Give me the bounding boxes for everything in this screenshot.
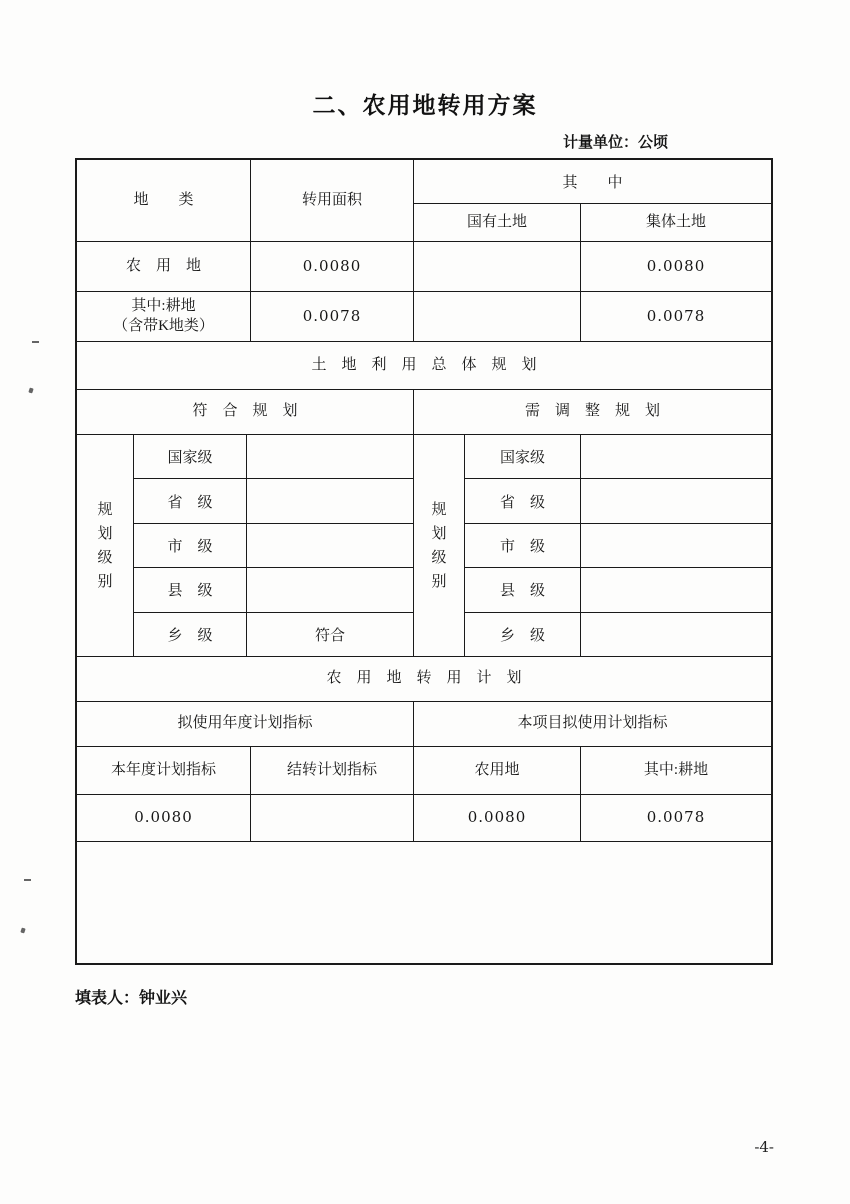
header-state-owned-land: 国有土地	[414, 204, 581, 241]
level-row-provincial	[465, 479, 771, 523]
level-value	[581, 479, 771, 522]
col-header-cultivated-land: 其中:耕地	[643, 761, 709, 778]
level-row-township	[465, 613, 771, 656]
agricultural-land-value: 0.0080	[414, 795, 581, 841]
level-row-county	[465, 568, 771, 612]
level-value	[247, 435, 413, 478]
scan-artifact	[32, 341, 39, 343]
annual-indicator-value: 0.0080	[77, 795, 251, 841]
conversion-area-value: 0.0078	[251, 292, 414, 341]
planning-section-title: 土 地 利 用 总 体 规 划	[311, 356, 537, 373]
planning-level-grid	[77, 435, 771, 657]
level-value	[247, 568, 413, 611]
header-of-which-group	[414, 160, 771, 241]
level-value	[581, 568, 771, 611]
table-row-agricultural-land	[77, 242, 771, 292]
planning-level-label	[77, 435, 134, 656]
conform-planning-grid	[77, 435, 414, 656]
row-label-line2: （含带K地类）	[113, 317, 214, 334]
page-number: -4-	[754, 1138, 774, 1156]
level-row-county	[134, 568, 413, 612]
project-plan-header: 本项目拟使用计划指标	[517, 715, 668, 732]
level-name: 国家级	[465, 435, 581, 478]
level-value	[581, 524, 771, 567]
state-owned-value	[414, 292, 581, 341]
col-header-agricultural-land: 农用地	[414, 747, 581, 794]
scan-artifact	[24, 879, 31, 881]
level-name: 县 级	[465, 568, 581, 611]
row-label	[77, 292, 251, 341]
level-row-national	[134, 435, 413, 479]
level-name: 市 级	[134, 524, 247, 567]
level-value	[581, 613, 771, 656]
level-row-provincial	[134, 479, 413, 523]
conversion-plan-subheader-row	[77, 702, 771, 747]
level-name: 乡 级	[134, 613, 247, 656]
level-name: 省 级	[465, 479, 581, 522]
header-collective-land: 集体土地	[645, 213, 706, 230]
col-header-carryover-indicator: 结转计划指标	[251, 747, 414, 794]
conversion-plan-values-row	[77, 795, 771, 842]
level-name: 县 级	[134, 568, 247, 611]
row-label-line1: 其中:耕地	[131, 298, 196, 314]
planning-level-label-text: 规划级别	[431, 501, 447, 590]
planning-level-label	[414, 435, 465, 656]
annual-plan-header: 拟使用年度计划指标	[77, 702, 414, 746]
level-value	[581, 435, 771, 478]
planning-subheader-row	[77, 390, 771, 435]
header-land-category: 地 类	[77, 160, 251, 241]
empty-remarks-cell	[77, 842, 771, 963]
land-conversion-table	[75, 158, 773, 965]
measurement-unit-note: 计量单位：公顷	[562, 134, 668, 151]
level-name: 省 级	[134, 479, 247, 522]
scan-artifact	[28, 388, 33, 394]
level-name: 国家级	[134, 435, 247, 478]
level-row-national	[465, 435, 771, 479]
conversion-plan-title-row	[77, 657, 771, 702]
table-row-cultivated-land	[77, 292, 771, 342]
form-filler-note: 填表人：钟业兴	[75, 990, 188, 1007]
conversion-plan-title: 农 用 地 转 用 计 划	[326, 670, 522, 687]
level-value: 符合	[314, 627, 345, 644]
row-label: 农 用 地	[77, 242, 251, 291]
collective-value: 0.0080	[646, 256, 706, 275]
header-of-which: 其 中	[414, 160, 771, 204]
level-row-municipal	[465, 524, 771, 568]
conversion-plan-column-headers	[77, 747, 771, 795]
level-name: 乡 级	[465, 613, 581, 656]
state-owned-value	[414, 242, 581, 291]
planning-section-title-row	[77, 342, 771, 390]
header-conversion-area: 转用面积	[251, 160, 414, 241]
page-title: 二、农用地转用方案	[312, 92, 538, 118]
collective-value: 0.0078	[646, 306, 706, 325]
col-header-annual-indicator: 本年度计划指标	[77, 747, 251, 794]
level-value	[247, 524, 413, 567]
adjust-planning-header: 需 调 整 规 划	[524, 403, 660, 420]
carryover-indicator-value	[251, 795, 414, 841]
cultivated-land-value: 0.0078	[646, 808, 706, 827]
planning-level-label-text: 规划级别	[97, 501, 113, 590]
level-value	[247, 479, 413, 522]
table-header-row	[77, 160, 771, 242]
conform-planning-header: 符 合 规 划	[77, 390, 414, 434]
level-row-township	[134, 613, 413, 656]
level-name: 市 级	[465, 524, 581, 567]
adjust-planning-grid	[414, 435, 771, 656]
conversion-area-value: 0.0080	[251, 242, 414, 291]
scan-artifact	[20, 928, 25, 934]
level-row-municipal	[134, 524, 413, 568]
